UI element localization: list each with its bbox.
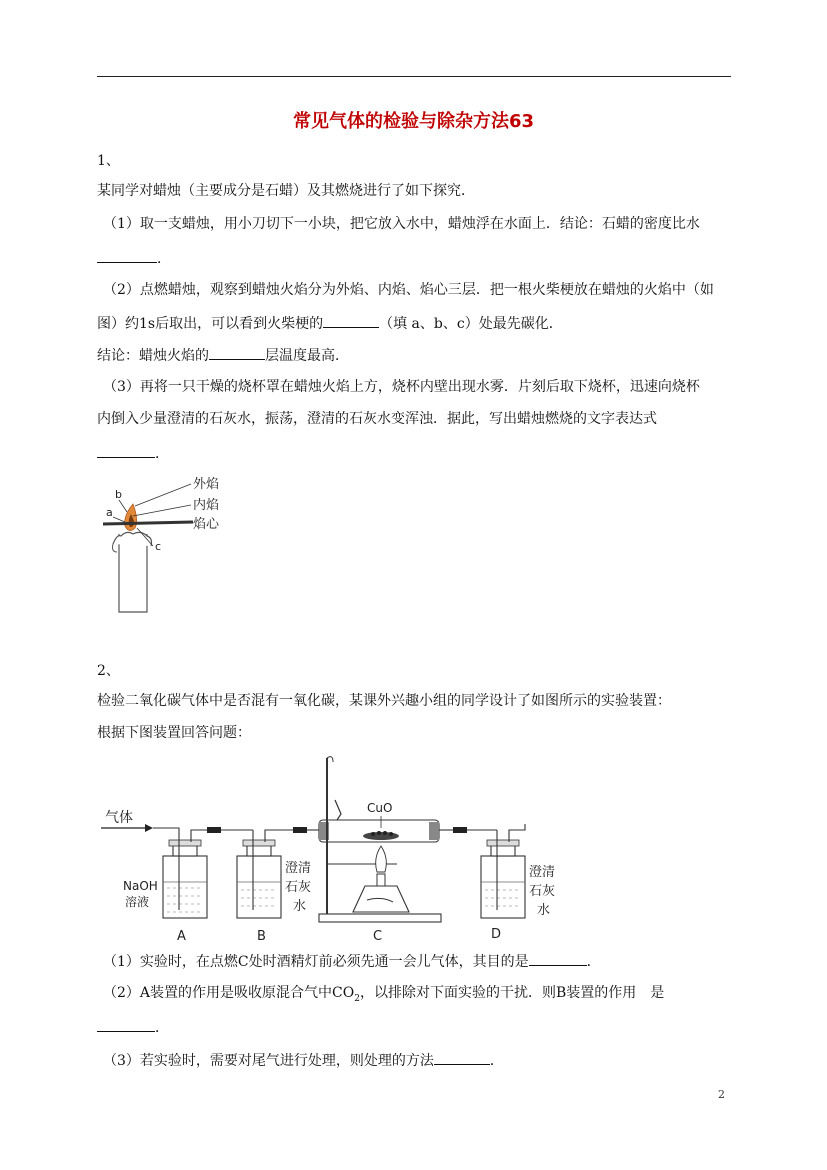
q2-part2-answer: ． xyxy=(97,1017,169,1037)
q1-part2-line2: 图）约1s后取出，可以看到火柴梗的 （填 a、b、c）处最先碳化． xyxy=(97,313,563,333)
label-bottle-d: D xyxy=(491,927,502,942)
label-b-line3: 水 xyxy=(293,899,307,914)
q2-part1: （1）实验时，在点燃C处时酒精灯前必须先通一会儿气体，其目的是 ． xyxy=(103,951,601,971)
q2-intro: 检验二氧化碳气体中是否混有一氧化碳，某课外兴趣小组的同学设计了如图所示的实验装置： xyxy=(97,693,671,709)
q1-intro: 某同学对蜡烛（主要成分是石蜡）及其燃烧进行了如下探究． xyxy=(97,183,475,199)
answer-blank[interactable] xyxy=(323,313,379,328)
label-d-line1: 澄清 xyxy=(529,865,556,880)
label-c: c xyxy=(155,540,162,553)
label-naoh: NaOH xyxy=(123,879,158,893)
bottle-d xyxy=(481,824,525,918)
answer-blank[interactable] xyxy=(529,951,587,966)
apparatus-figure xyxy=(97,750,567,946)
page-number: 2 xyxy=(718,1088,725,1101)
label-outer-flame: 外焰 xyxy=(193,477,220,492)
header-rule xyxy=(97,76,731,77)
label-solution: 溶液 xyxy=(125,895,150,909)
label-bottle-b: B xyxy=(257,929,266,944)
answer-blank[interactable] xyxy=(97,1017,155,1032)
question-1-number: 1、 xyxy=(97,153,120,169)
label-cuo: CuO xyxy=(367,801,393,815)
label-d-line2: 石灰 xyxy=(529,884,556,899)
q1-part3-answer: ． xyxy=(97,443,169,463)
arrow-right-icon xyxy=(145,824,153,832)
label-a: a xyxy=(106,506,113,519)
answer-blank[interactable] xyxy=(97,443,155,458)
label-bottle-a: A xyxy=(177,929,186,944)
q1-part2-line1: （2）点燃蜡烛，观察到蜡烛火焰分为外焰、内焰、焰心三层．把一根火柴梗放在蜡烛的火焰中（如 xyxy=(103,282,714,298)
answer-blank[interactable] xyxy=(97,248,157,263)
answer-blank[interactable] xyxy=(209,345,265,360)
label-b-line2: 石灰 xyxy=(285,880,312,895)
label-gas: 气体 xyxy=(105,810,133,826)
label-d-line3: 水 xyxy=(537,903,551,918)
q2-intro2: 根据下图装置回答问题： xyxy=(97,725,251,741)
q1-part3-line1: （3）再将一只干燥的烧杯罩在蜡烛火焰上方，烧杯内壁出现水雾．片刻后取下烧杯，迅速向烧杯 xyxy=(103,379,700,395)
answer-blank[interactable] xyxy=(434,1050,490,1065)
label-inner-flame: 内焰 xyxy=(193,498,220,513)
q2-part2: （2）A装置的作用是吸收原混合气中$CO_2$，以排除对下面实验的干扰．则B装置的作用 是 xyxy=(103,985,665,1004)
label-b-line1: 澄清 xyxy=(285,861,312,876)
label-apparatus-c: C xyxy=(373,929,383,944)
q1-part3-line2: 内倒入少量澄清的石灰水，振荡，澄清的石灰水变浑浊．据此，写出蜡烛燃烧的文字表达式 xyxy=(97,411,657,427)
q1-conclusion: 结论：蜡烛火焰的 层温度最高． xyxy=(97,345,349,365)
q1-part1: （1）取一支蜡烛，用小刀切下一小块，把它放入水中，蜡烛浮在水面上．结论：石蜡的密度比水 xyxy=(103,216,700,232)
question-2-number: 2、 xyxy=(97,663,120,679)
label-flame-core: 焰心 xyxy=(193,517,220,532)
bottle-a xyxy=(153,828,219,918)
q2-part3: （3）若实验时，需要对尾气进行处理，则处理的方法 ． xyxy=(103,1050,504,1070)
q1-part1-answer: ． xyxy=(97,248,171,268)
combustion-tube-c xyxy=(319,801,439,842)
label-b: b xyxy=(115,488,122,501)
candle-flame-figure xyxy=(97,472,237,620)
page-title: 常见气体的检验与除杂方法63 xyxy=(292,111,535,132)
